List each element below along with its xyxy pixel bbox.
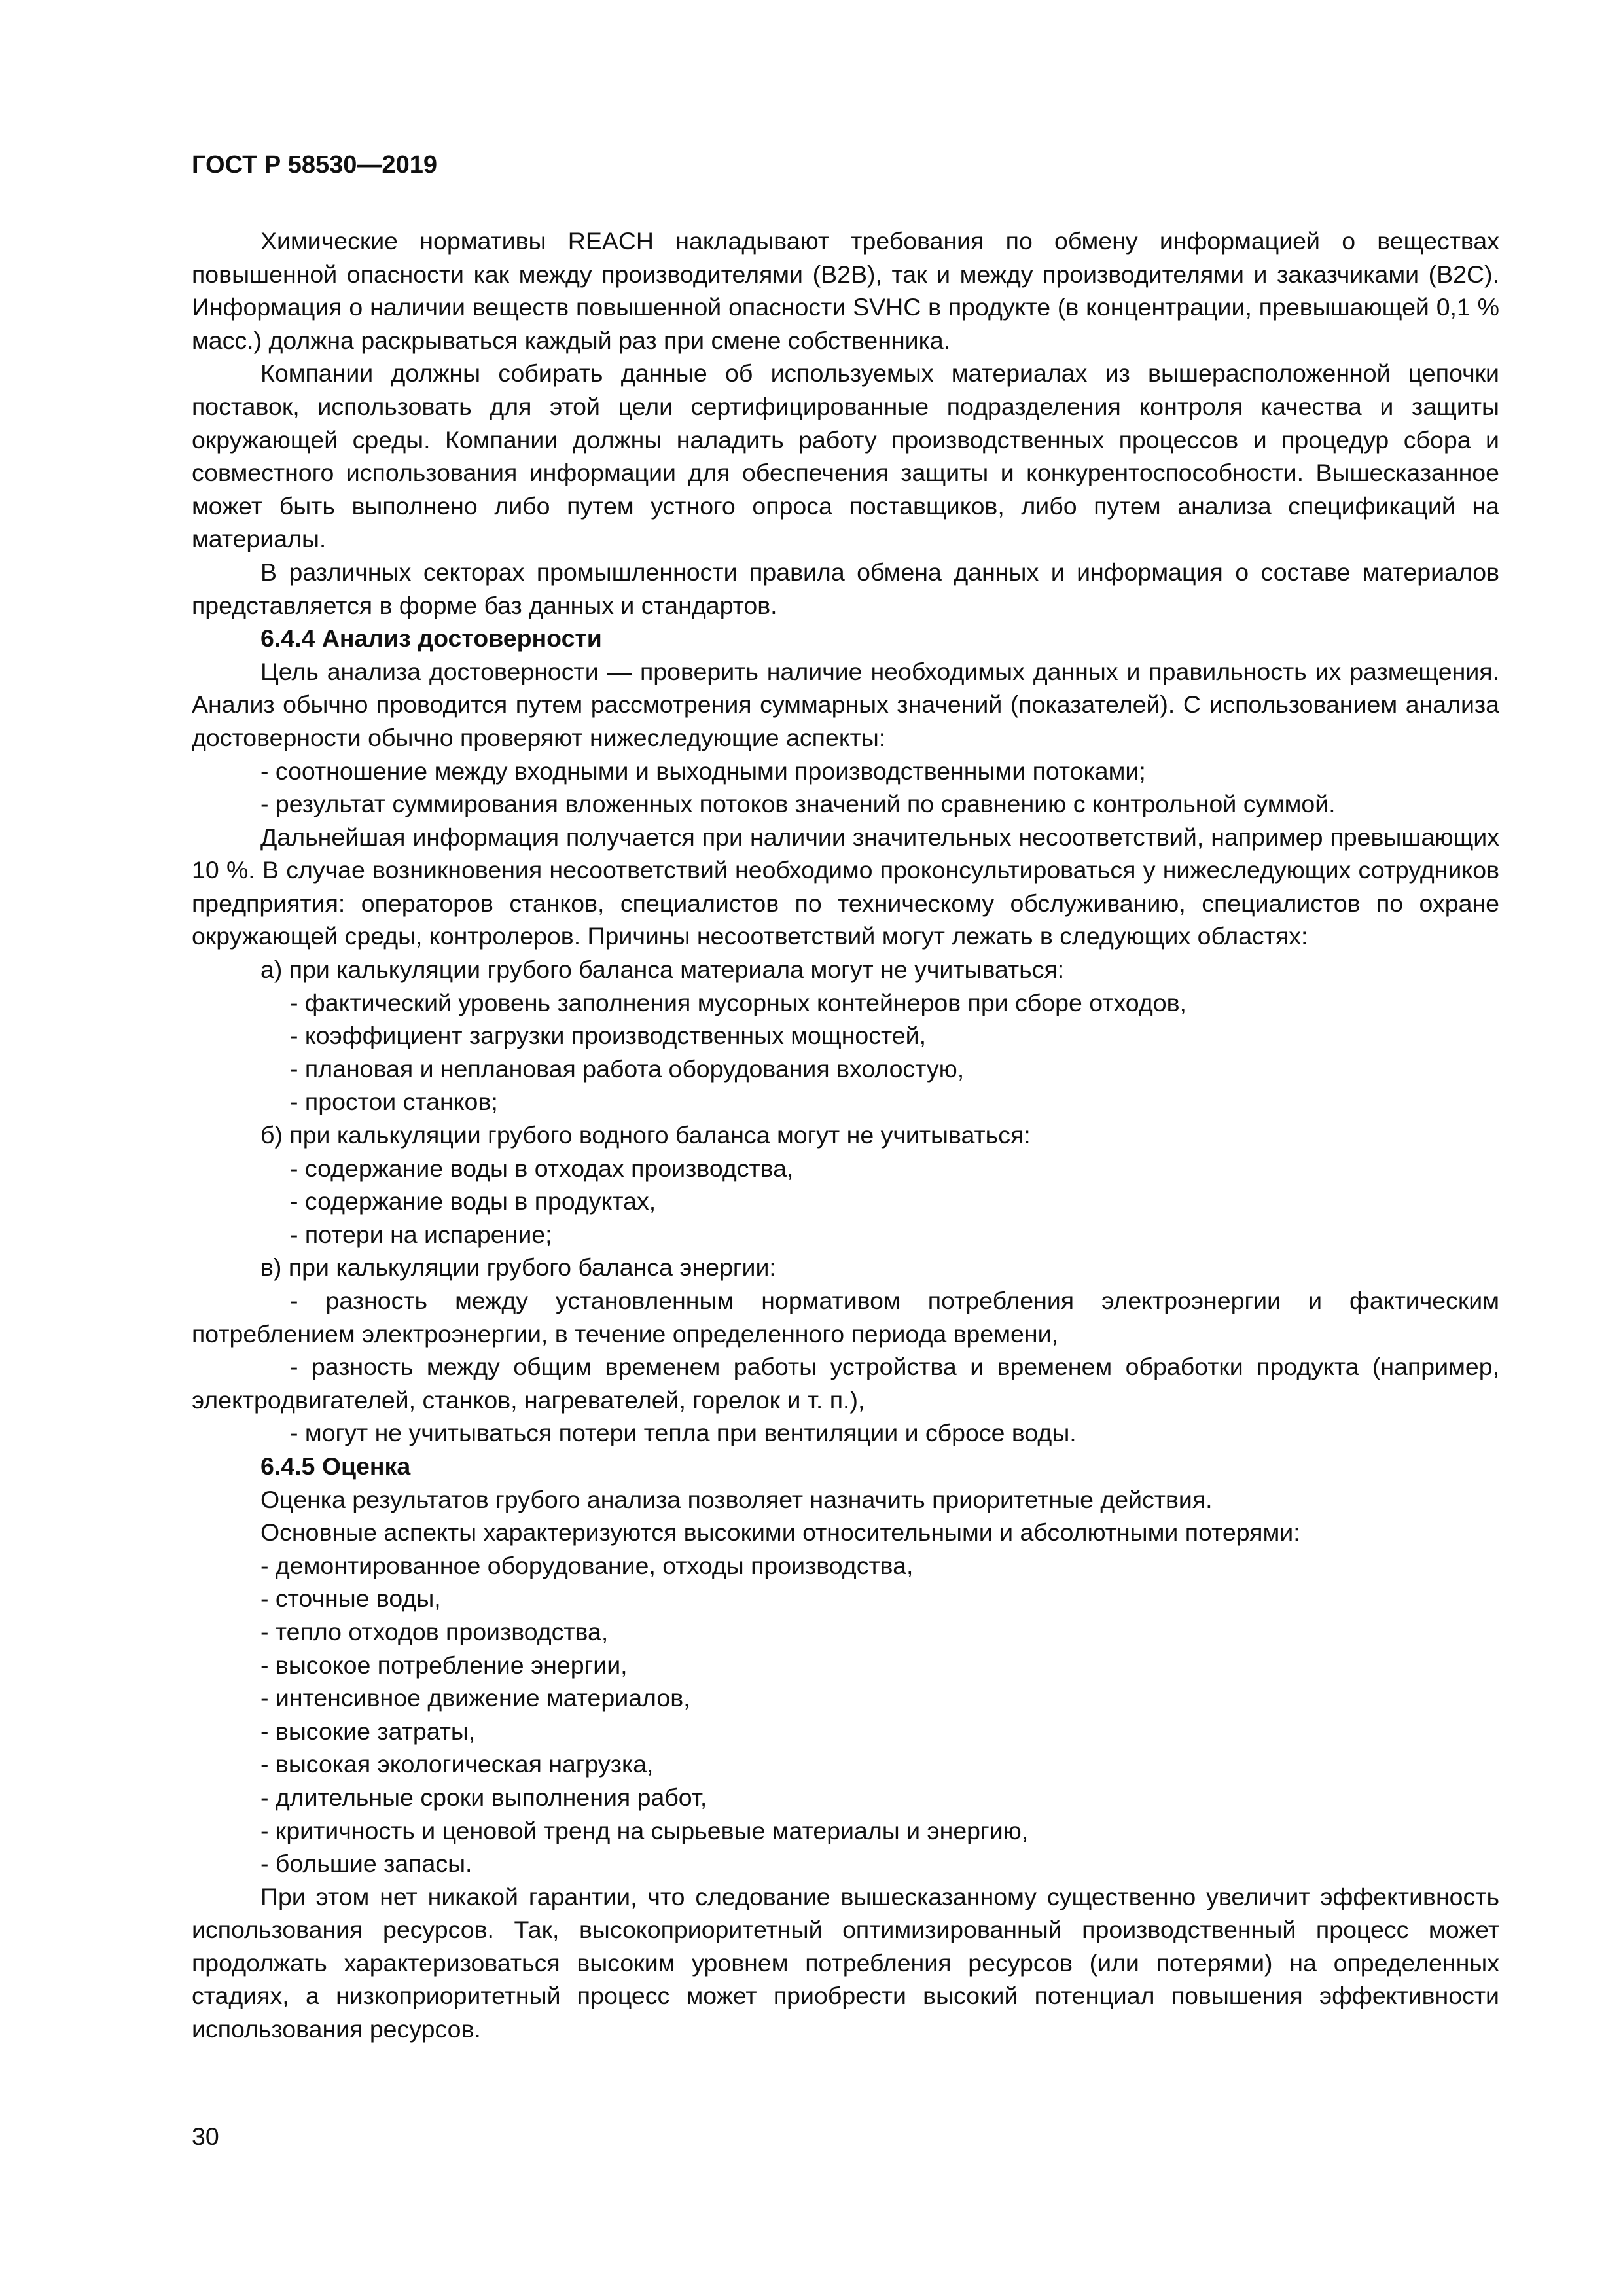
- list-item: - критичность и ценовой тренд на сырьевые материалы и энергию,: [260, 1816, 1029, 1844]
- list-item: - простои станков;: [290, 1088, 498, 1116]
- document-body: [192, 224, 1499, 2046]
- list-item: - высокие затраты,: [260, 1717, 476, 1745]
- list-item: - плановая и неплановая работа оборудования вхолостую,: [290, 1054, 965, 1083]
- page-number: 30: [192, 2123, 219, 2150]
- list-item: - содержание воды в отходах производства,: [290, 1154, 794, 1182]
- list-item: - высокая экологическая нагрузка,: [260, 1750, 654, 1778]
- list-item: - тепло отходов производства,: [260, 1617, 609, 1645]
- paragraph-validity-goal: Цель анализа достоверности — проверить наличие необходимых данных и правильность их размещения. Анализ обычно проводится путем рассмотрения суммарных значений (показателей). С использованием анализа достоверности обычно проверяют нижеследующие аспекты:: [192, 657, 1499, 751]
- paragraph-reach: Химические нормативы REACH накладывают требования по обмену информацией о веществах повышенной опасности как между производителями (В2В), так и между производителями и заказчиками (В2С). Информация о наличии веществ повышенной опасности SVHC в продукте (в концентрации, превышающей 0,1 % масс.) должна раскрываться каждый раз при смене собственника.: [192, 227, 1499, 354]
- list-item: - высокое потребление энергии,: [260, 1651, 628, 1679]
- paragraph-sectors: В различных секторах промышленности правила обмена данных и информация о составе материалов представляется в форме баз данных и стандартов.: [192, 558, 1499, 619]
- list-item: - потери на испарение;: [290, 1220, 552, 1248]
- list-item: - демонтированное оборудование, отходы производства,: [260, 1551, 914, 1579]
- paragraph-companies: Компании должны собирать данные об используемых материалах из вышерасположенной цепочки поставок, использовать для этой цели сертифицированные подразделения контроля качества и защиты окружающей среды. Компании должны наладить работу производственных процессов и процедур сбора и совместного использования информации для обеспечения защиты и конкурентоспособности. Вышесказанное может быть выполнено либо путем устного опроса поставщиков, либо путем анализа спецификаций на материалы.: [192, 359, 1499, 553]
- list-item: - коэффициент загрузки производственных мощностей,: [290, 1022, 927, 1050]
- list-item: - результат суммирования вложенных потоков значений по сравнению с контрольной суммой.: [260, 790, 1336, 818]
- list-item-c: в) при калькуляции грубого баланса энергии:: [260, 1253, 776, 1282]
- list-item: - большие запасы.: [260, 1850, 473, 1878]
- section-heading-6-4-4: 6.4.4 Анализ достоверности: [260, 624, 602, 653]
- list-item: - фактический уровень заполнения мусорных контейнеров при сборе отходов,: [290, 988, 1186, 1016]
- paragraph-further-info: Дальнейшая информация получается при наличии значительных несоответствий, например превышающих 10 %. В случае возникновения несоответствий необходимо проконсультироваться у нижеследующих сотрудников предприятия: операторов станков, специалистов по техническому обслуживанию, специалистов по охране окружающей среды, контролеров. Причины несоответствий могут лежать в следующих областях:: [192, 823, 1499, 950]
- list-item: - разность между общим временем работы устройства и временем обработки продукта (например, электродвигателей, станков, нагревателей, горелок и т. п.),: [192, 1353, 1499, 1414]
- list-item: - длительные сроки выполнения работ,: [260, 1783, 707, 1811]
- paragraph-no-guarantee: При этом нет никакой гарантии, что следование вышесказанному существенно увеличит эффективность использования ресурсов. Так, высокоприоритетный оптимизированный производственный процесс может продолжать характеризоваться высоким уровнем потребления ресурсов (или потерями) на определенных стадиях, а низкоприоритетный процесс может приобрести высокий потенциал повышения эффективности использования ресурсов.: [192, 1882, 1499, 2043]
- paragraph-evaluation: Оценка результатов грубого анализа позволяет назначить приоритетные действия.: [260, 1485, 1213, 1513]
- list-item: - сточные воды,: [260, 1585, 441, 1613]
- section-heading-6-4-5: 6.4.5 Оценка: [260, 1452, 411, 1480]
- paragraph-main-aspects: Основные аспекты характеризуются высокими относительными и абсолютными потерями:: [260, 1518, 1300, 1547]
- list-item: - разность между установленным нормативом потребления электроэнергии и фактическим потреблением электроэнергии, в течение определенного периода времени,: [192, 1287, 1499, 1348]
- list-item-b: б) при калькуляции грубого водного баланса могут не учитываться:: [260, 1121, 1031, 1149]
- list-item: - соотношение между входными и выходными производственными потоками;: [260, 757, 1146, 785]
- list-item: - могут не учитываться потери тепла при вентиляции и сбросе воды.: [290, 1419, 1077, 1447]
- list-item: - интенсивное движение материалов,: [260, 1684, 690, 1712]
- document-header: ГОСТ Р 58530—2019: [192, 151, 437, 179]
- list-item-a: а) при калькуляции грубого баланса материала могут не учитываться:: [260, 956, 1065, 984]
- list-item: - содержание воды в продуктах,: [290, 1187, 656, 1215]
